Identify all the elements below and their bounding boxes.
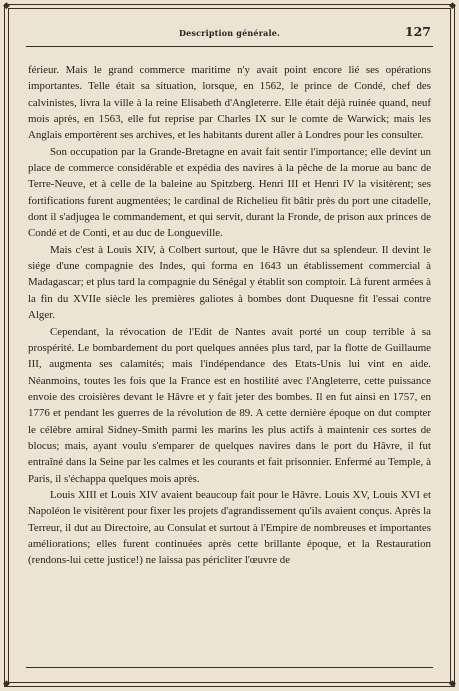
paragraph: férieur. Mais le grand commerce maritime n'y avait point encore lié ses opérations importantes. Telle était sa situation, lorsque, en 1562, le prince de Condé, chef des calvinistes, livra la ville à la reine Elisabeth d'Angleterre. Elle était déjà ruinée quand, neuf mois après, en 1563, elle fut reprise par Charles IX sur le comte de Warwick; mais les Anglais emportèrent ses archives, et les habitants durent aller à Londres pour les consulter.	[28, 64, 431, 142]
body-text	[28, 62, 431, 569]
paragraph: Mais c'est à Louis XIV, à Colbert surtout, que le Hâvre dut sa splendeur. Il devint le siége d'une compagnie des Indes, qui forma en 1643 un établissement commercial à Madagascar; et plus tard la compagnie du Sénégal y établit son comptoir. Là furent armées à la fin du XVIIe siècle les premières galiotes à bombes dont Duquesne fit l'essai contre Alger.	[28, 243, 431, 322]
page-number: 127	[404, 24, 431, 39]
page-header	[26, 22, 433, 42]
paragraph: Son occupation par la Grande-Bretagne en avait fait sentir l'importance; elle devint un place de commerce considérable et expédia des navires à la pêche de la morue au banc de Terre-Neuve, et à celle de la baleine au Spitzberg. Henri III et Henri IV la visitèrent; ses fortifications furent augmentées; le cardinal de Richelieu fit bâtir près du port une citadelle, dont il s'adjugea le commandement, et qui servit, durant la Fronde, de prison aux princes de Condé et de Conti, et au duc de Longueville.	[28, 145, 431, 240]
paragraph: Louis XIII et Louis XIV avaient beaucoup fait pour le Hâvre. Louis XV, Louis XVI et Napoléon le visitèrent pour fixer les projets d'agrandissement qu'ils avaient conçus. Après la Terreur, il dut au Directoire, au Consulat et surtout à l'Empire de nombreuses et importantes améliorations; elles furent continuées après cette brillante époque, et la Restauration (rendons-lui cette justice!) ne laissa pas péricliter l'œuvre de	[28, 488, 431, 567]
paragraph: Cependant, la révocation de l'Edit de Nantes avait porté un coup terrible à sa prospérité. Le bombardement du port quelques années plus tard, par la flotte de Guillaume III, augmenta ses calamités; mais l'indépendance des Etats-Unis lui vint en aide. Néanmoins, toutes les fois que la France est en hostilité avec l'Angleterre, cette puissance envoie des croisières devant le Hâvre et y fait jeter des bombes. Il en fut ainsi en 1757, en 1776 et pendant les guerres de la révolution de 89. A cette dernière époque on dut compter le célèbre amiral Sidney-Smith parmi les marins les plus actifs à maintenir ces sortes de blocus; mais, ayant voulu s'emparer de quelques navires dans le port du Hâvre, il fut entraîné dans la Seine par les calmes et les courants et fait prisonnier. Enfermé au Temple, à Paris, il s'échappa quelques mois après.	[28, 325, 431, 485]
header-rule	[26, 46, 433, 47]
corner-ornament-icon: ◆	[3, 1, 10, 11]
corner-ornament-icon: ◆	[449, 679, 456, 689]
corner-ornament-icon: ◆	[449, 1, 456, 11]
footer-rule	[26, 667, 433, 668]
corner-ornament-icon: ◆	[3, 679, 10, 689]
running-head: Description générale.	[178, 28, 281, 38]
